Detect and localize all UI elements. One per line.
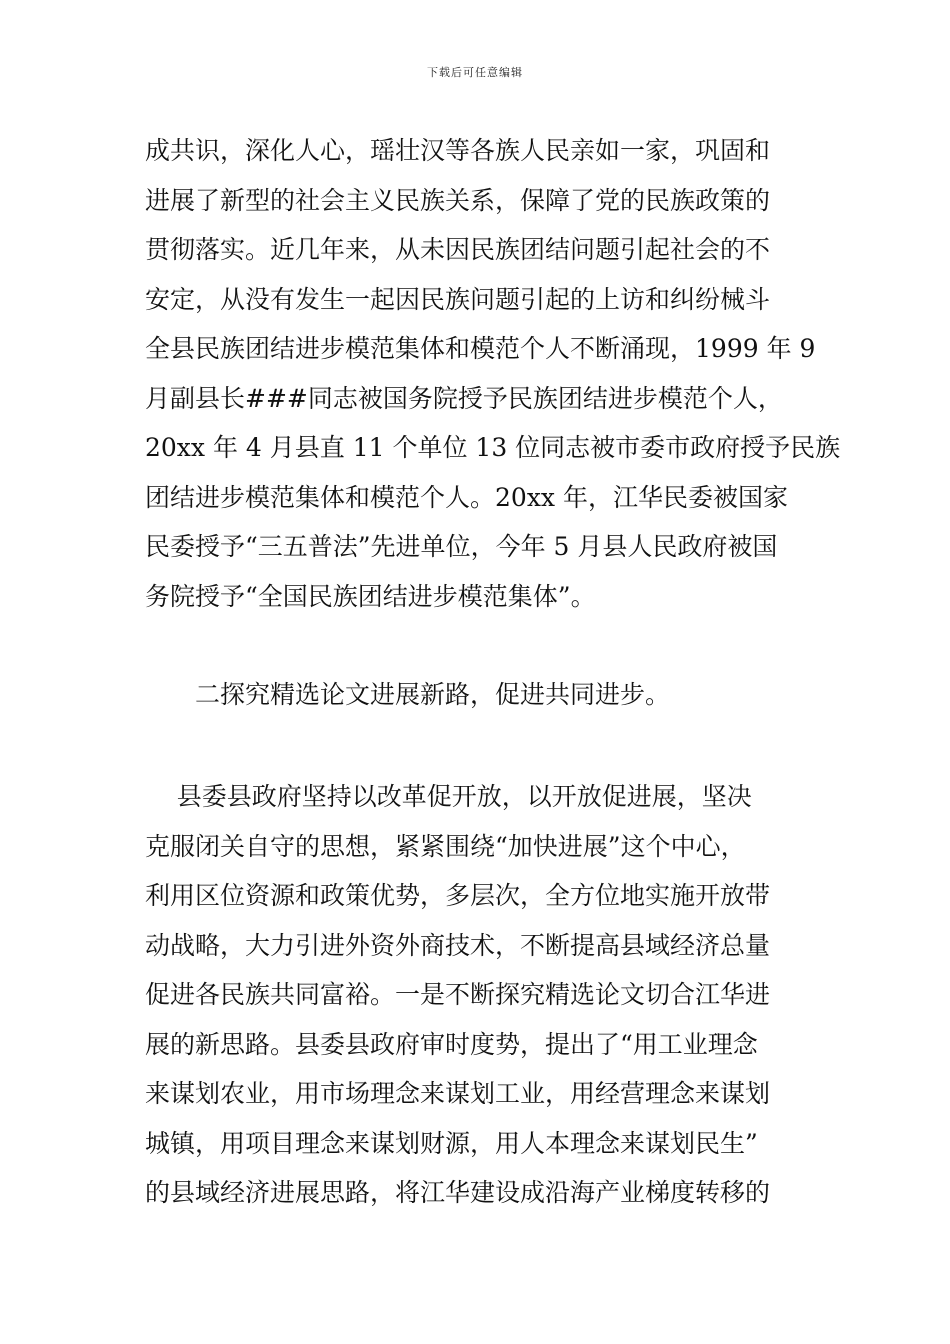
paragraph-line: 展的新思路。县委县政府审时度势，提出了“用工业理念 xyxy=(145,1029,758,1059)
paragraph-line: 成共识，深化人心，瑶壮汉等各族人民亲如一家，巩固和 xyxy=(145,136,771,165)
paragraph-line: 克服闭关自守的思想，紧紧围绕“加快进展”这个中心， xyxy=(145,831,746,861)
paragraph-line: 20xx 年 4 月县直 11 个单位 13 位同志被市委市政府授予民族 xyxy=(145,433,841,462)
page-header-note: 下载后可任意编辑 xyxy=(427,66,523,79)
section-heading-text: 二探究精选论文进展新路，促进共同进步。 xyxy=(195,680,671,709)
paragraph-line: 安定，从没有发生一起因民族问题引起的上访和纠纷械斗 xyxy=(145,284,771,314)
paragraph-1 xyxy=(145,126,841,621)
paragraph-line: 县委县政府坚持以改革促开放，以开放促进展，坚决 xyxy=(145,782,752,811)
paragraph-line: 城镇，用项目理念来谋划财源，用人本理念来谋划民生” xyxy=(145,1128,758,1158)
paragraph-line: 促进各民族共同富裕。一是不断探究精选论文切合江华进 xyxy=(145,980,771,1009)
paragraph-2 xyxy=(145,772,815,1218)
paragraph-line: 全县民族团结进步模范集体和模范个人不断涌现，1999 年 9 xyxy=(145,334,816,363)
paragraph-line: 团结进步模范集体和模范个人。20xx 年，江华民委被国家 xyxy=(145,482,788,512)
paragraph-line: 务院授予“全国民族团结进步模范集体”。 xyxy=(145,581,596,611)
paragraph-line: 月副县长###同志被国务院授予民族团结进步模范个人， xyxy=(145,383,783,413)
section-heading xyxy=(195,670,865,720)
paragraph-line: 民委授予“三五普法”先进单位，今年 5 月县人民政府被国 xyxy=(145,532,778,561)
paragraph-line: 来谋划农业，用市场理念来谋划工业，用经营理念来谋划 xyxy=(145,1079,771,1108)
paragraph-line: 动战略，大力引进外资外商技术，不断提高县域经济总量 xyxy=(145,930,771,960)
paragraph-line: 利用区位资源和政策优势，多层次，全方位地实施开放带 xyxy=(145,881,771,910)
paragraph-line: 进展了新型的社会主义民族关系，保障了党的民族政策的 xyxy=(145,185,771,215)
paragraph-line: 的县域经济进展思路，将江华建设成沿海产业梯度转移的 xyxy=(145,1178,771,1207)
paragraph-line: 贯彻落实。近几年来，从未因民族团结问题引起社会的不 xyxy=(145,235,771,264)
